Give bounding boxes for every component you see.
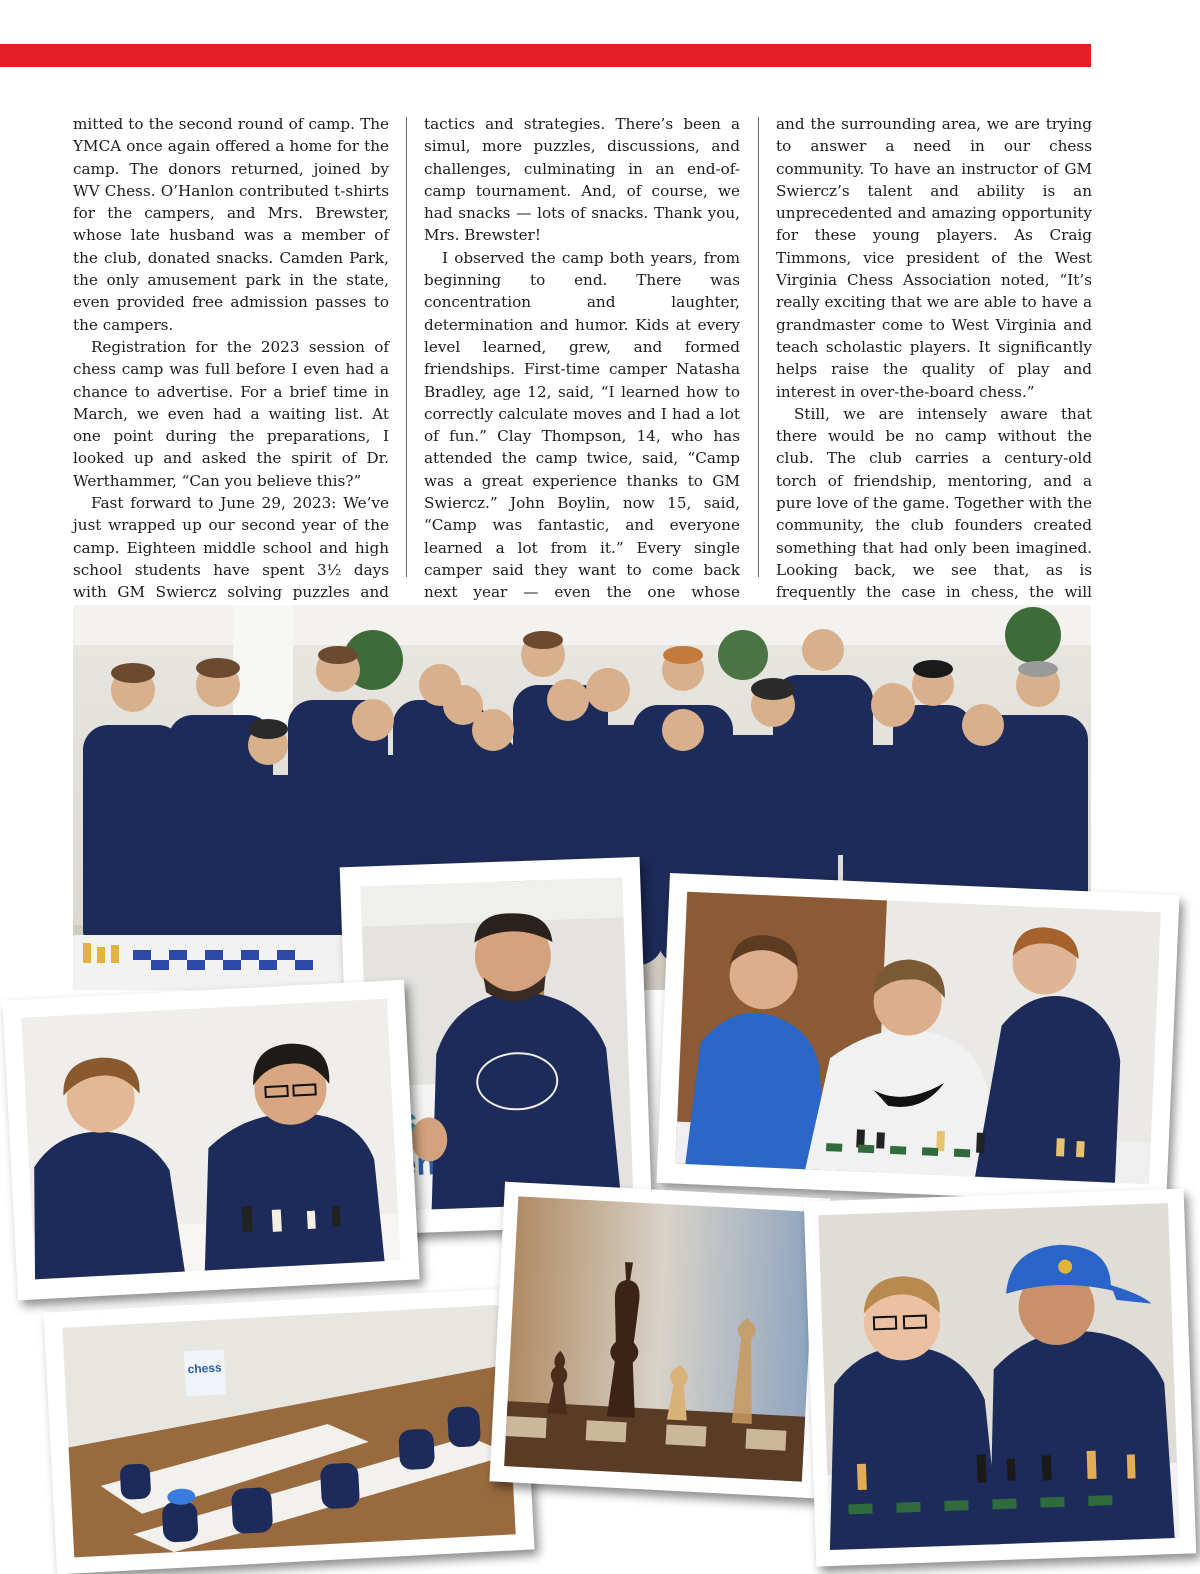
paragraph: mitted to the second round of camp. The YMCA once again offered a home for the camp. The donors returned, joined by WV Chess. O’Hanlon contributed t-shirts for the campers, and Mrs. Brewster, whose late husband was a member of the club, donated snacks. Camden Park, the only amusement park in the state, even provided free admission passes to the campers. <box>73 115 389 334</box>
chess-pieces-closeup-photo <box>504 1196 816 1481</box>
paragraph: Fast forward to June 29, 2023: We’ve just wrapped up our second year of the camp. Eighteen middle school and high school students have spent 3½ days with GM Swiercz solving puzzles and <box>73 494 389 602</box>
paragraph: tactics and strategies. There’s been a simul, more puzzles, discussions, and challenges, culminating in an end-of-camp tournament. And, of course, we had snacks — lots of snacks. Thank you, Mrs. Brewster! <box>424 115 740 245</box>
chess-hall-photo-frame <box>43 1288 534 1574</box>
pieces-photo-frame <box>489 1182 830 1499</box>
two-boys-playing-photo <box>21 999 400 1280</box>
two-boys-photo-frame <box>2 980 419 1301</box>
chess-hall-photo <box>62 1305 515 1558</box>
header-accent-bar <box>0 44 1091 67</box>
column-divider <box>758 117 759 577</box>
paragraph <box>776 403 1092 626</box>
paragraph: Registration for the 2023 session of chess camp was full before I even had a chance to advertise. For a brief time in March, we even had a waiting list. At one point during the preparations, I looked up and asked the spirit of Dr. Werthammer, “Can you believe this?” <box>73 337 389 490</box>
text-column-2 <box>424 113 740 602</box>
paragraph: and the surrounding area, we are trying to answer a need in our chess community. To have an instructor of GM Swiercz’s talent and ability is an unprecedented and amazing opportunity for these young players. As Craig Timmons, vice president of the West Virginia Chess Association noted, “It’s really exciting that we are able to have a grandmaster come to West Virginia and teach scholastic players. It significantly helps raise the quality of play and interest in over-the-board chess.” <box>776 115 1092 401</box>
boys-with-cap-photo <box>818 1203 1179 1550</box>
svg-text:chess: chess <box>187 1360 222 1377</box>
three-boys-photo-frame <box>656 873 1179 1205</box>
text-column-3 <box>776 113 1092 602</box>
cap-boys-photo-frame <box>804 1188 1197 1566</box>
text-column-1 <box>73 113 389 602</box>
three-boys-playing-photo <box>675 892 1160 1184</box>
column-divider <box>406 117 407 577</box>
paragraph: I observed the camp both years, from beginning to end. There was concentration and laughter, determination and humor. Kids at every level learned, grew, and formed friendships. First-time camper Natasha Bradley, age 12, said, “I learned how to correctly calculate moves and I had a lot of fun.” Clay Thompson, 14, who has attended the camp twice, said, “Camp was a great experience thanks to GM Swiercz.” John Boylin, now 15, said, “Camp was fantastic, and everyone learned a lot from it.” Every single camper said they want to come back next year — even the one whose <box>424 248 740 602</box>
paragraph-text: Still, we are intensely aware that there would be no camp without the club. The club carries a century-old torch of friendship, mentoring, and a pure love of the game. Together with the community, the club founders created something that had only been imagined. Looking back, we see that, as is frequently the case in chess, the will <box>776 404 1092 602</box>
